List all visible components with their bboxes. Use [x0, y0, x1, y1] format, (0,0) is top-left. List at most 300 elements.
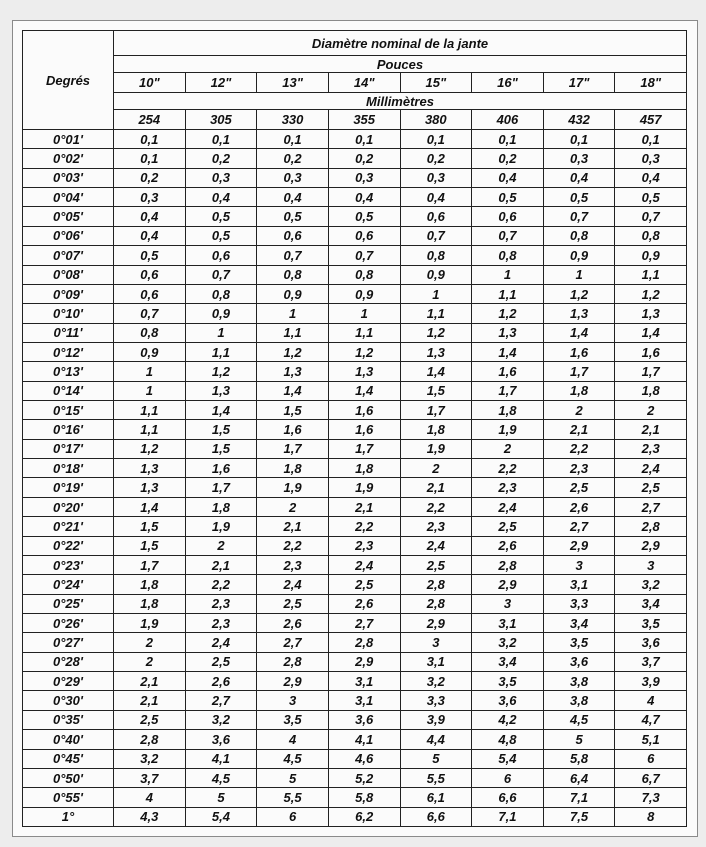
rim-diameter-conversion-table: [22, 30, 687, 827]
millimetres-header-row: [23, 110, 687, 130]
value-cell: 1,1: [328, 323, 400, 342]
table-row: [23, 362, 687, 381]
value-cell: 5,5: [257, 788, 329, 807]
value-cell: 1,7: [472, 381, 544, 400]
table-row: [23, 323, 687, 342]
value-cell: 0,5: [114, 246, 186, 265]
value-cell: 0,3: [114, 188, 186, 207]
value-cell: 3,6: [543, 652, 615, 671]
value-cell: 2,6: [185, 672, 257, 691]
value-cell: 2,7: [543, 517, 615, 536]
value-cell: 2,6: [472, 536, 544, 555]
degree-cell: 0°19': [23, 478, 114, 497]
value-cell: 1,3: [400, 342, 472, 361]
table-row: [23, 478, 687, 497]
value-cell: 1: [114, 381, 186, 400]
value-cell: 3,1: [543, 575, 615, 594]
degree-cell: 0°05': [23, 207, 114, 226]
inches-unit-label: Pouces: [114, 56, 687, 73]
value-cell: 1,6: [328, 420, 400, 439]
value-cell: 2,1: [114, 691, 186, 710]
value-cell: 3,3: [543, 594, 615, 613]
value-cell: 4,1: [185, 749, 257, 768]
value-cell: 3,6: [472, 691, 544, 710]
value-cell: 0,9: [257, 284, 329, 303]
value-cell: 0,3: [400, 168, 472, 187]
degree-cell: 0°03': [23, 168, 114, 187]
value-cell: 2,5: [543, 478, 615, 497]
value-cell: 1,3: [543, 304, 615, 323]
value-cell: 1,4: [185, 401, 257, 420]
degree-cell: 0°50': [23, 768, 114, 787]
value-cell: 1,8: [185, 497, 257, 516]
value-cell: 2,8: [114, 730, 186, 749]
value-cell: 6,6: [400, 807, 472, 826]
table-row: [23, 730, 687, 749]
value-cell: 2: [114, 633, 186, 652]
degree-cell: 0°04': [23, 188, 114, 207]
value-cell: 3,6: [185, 730, 257, 749]
value-cell: 1,1: [472, 284, 544, 303]
value-cell: 0,9: [400, 265, 472, 284]
degree-cell: 0°17': [23, 439, 114, 458]
table-row: [23, 342, 687, 361]
value-cell: 3,4: [472, 652, 544, 671]
value-cell: 1,9: [114, 613, 186, 632]
value-cell: 2,8: [400, 575, 472, 594]
value-cell: 2,9: [615, 536, 687, 555]
value-cell: 1,6: [615, 342, 687, 361]
degree-cell: 0°20': [23, 497, 114, 516]
table-row: [23, 246, 687, 265]
value-cell: 3,2: [400, 672, 472, 691]
value-cell: 3,4: [543, 613, 615, 632]
value-cell: 0,6: [114, 284, 186, 303]
value-cell: 3,5: [472, 672, 544, 691]
inches-header-row: [23, 73, 687, 93]
table-row: [23, 381, 687, 400]
value-cell: 1,9: [185, 517, 257, 536]
value-cell: 0,6: [257, 226, 329, 245]
value-cell: 2,1: [543, 420, 615, 439]
value-cell: 0,3: [257, 168, 329, 187]
table-row: [23, 691, 687, 710]
value-cell: 1,3: [615, 304, 687, 323]
value-cell: 2,4: [185, 633, 257, 652]
value-cell: 2: [185, 536, 257, 555]
value-cell: 0,6: [472, 207, 544, 226]
value-cell: 4,3: [114, 807, 186, 826]
millimetre-size-header: 305: [185, 110, 257, 130]
degree-cell: 0°18': [23, 459, 114, 478]
value-cell: 0,3: [543, 149, 615, 168]
value-cell: 2: [543, 401, 615, 420]
millimetre-size-header: 406: [472, 110, 544, 130]
table-row: [23, 788, 687, 807]
value-cell: 1,1: [114, 420, 186, 439]
degree-cell: 0°45': [23, 749, 114, 768]
value-cell: 2,4: [400, 536, 472, 555]
value-cell: 4,5: [257, 749, 329, 768]
degrees-header: Degrés: [23, 31, 114, 130]
value-cell: 7,3: [615, 788, 687, 807]
value-cell: 2,1: [185, 555, 257, 574]
value-cell: 0,4: [114, 226, 186, 245]
value-cell: 0,4: [257, 188, 329, 207]
value-cell: 2,2: [257, 536, 329, 555]
table-row: [23, 401, 687, 420]
table-row: [23, 497, 687, 516]
value-cell: 3,7: [114, 768, 186, 787]
value-cell: 0,8: [185, 284, 257, 303]
degree-cell: 0°27': [23, 633, 114, 652]
value-cell: 0,5: [328, 207, 400, 226]
degree-cell: 0°06': [23, 226, 114, 245]
value-cell: 0,1: [543, 130, 615, 149]
value-cell: 0,7: [615, 207, 687, 226]
value-cell: 2,5: [615, 478, 687, 497]
table-row: [23, 284, 687, 303]
table-row: [23, 517, 687, 536]
value-cell: 3,1: [472, 613, 544, 632]
value-cell: 1,5: [185, 420, 257, 439]
value-cell: 1,3: [114, 478, 186, 497]
value-cell: 2,1: [400, 478, 472, 497]
value-cell: 1,2: [400, 323, 472, 342]
value-cell: 0,2: [328, 149, 400, 168]
degree-cell: 0°21': [23, 517, 114, 536]
degree-cell: 0°02': [23, 149, 114, 168]
value-cell: 1: [543, 265, 615, 284]
value-cell: 1,6: [543, 342, 615, 361]
value-cell: 0,5: [257, 207, 329, 226]
value-cell: 7,5: [543, 807, 615, 826]
value-cell: 3,5: [257, 710, 329, 729]
value-cell: 2,1: [257, 517, 329, 536]
value-cell: 6: [472, 768, 544, 787]
value-cell: 6,6: [472, 788, 544, 807]
value-cell: 4,5: [543, 710, 615, 729]
value-cell: 0,5: [185, 226, 257, 245]
inch-size-header: 15": [400, 73, 472, 93]
value-cell: 2,3: [185, 613, 257, 632]
value-cell: 0,6: [328, 226, 400, 245]
table-row: [23, 749, 687, 768]
value-cell: 4,6: [328, 749, 400, 768]
value-cell: 6: [257, 807, 329, 826]
degree-cell: 0°28': [23, 652, 114, 671]
value-cell: 0,8: [615, 226, 687, 245]
value-cell: 1,8: [114, 575, 186, 594]
value-cell: 0,4: [114, 207, 186, 226]
value-cell: 0,8: [472, 246, 544, 265]
value-cell: 0,1: [615, 130, 687, 149]
millimetre-size-header: 254: [114, 110, 186, 130]
value-cell: 1,3: [114, 459, 186, 478]
value-cell: 0,3: [328, 168, 400, 187]
value-cell: 1,9: [257, 478, 329, 497]
value-cell: 1,3: [472, 323, 544, 342]
inch-size-header: 13": [257, 73, 329, 93]
value-cell: 1,5: [400, 381, 472, 400]
value-cell: 3: [400, 633, 472, 652]
value-cell: 0,5: [543, 188, 615, 207]
value-cell: 0,9: [328, 284, 400, 303]
inch-size-header: 14": [328, 73, 400, 93]
table-row: [23, 168, 687, 187]
degree-cell: 0°29': [23, 672, 114, 691]
value-cell: 2,4: [615, 459, 687, 478]
value-cell: 1,4: [472, 342, 544, 361]
value-cell: 1,4: [400, 362, 472, 381]
value-cell: 0,4: [615, 168, 687, 187]
value-cell: 1,7: [400, 401, 472, 420]
value-cell: 4,7: [615, 710, 687, 729]
value-cell: 2,4: [328, 555, 400, 574]
value-cell: 3,7: [615, 652, 687, 671]
value-cell: 1,1: [114, 401, 186, 420]
value-cell: 3,4: [615, 594, 687, 613]
value-cell: 1,4: [257, 381, 329, 400]
inch-size-header: 12": [185, 73, 257, 93]
value-cell: 0,1: [114, 149, 186, 168]
millimetre-size-header: 355: [328, 110, 400, 130]
value-cell: 1,8: [615, 381, 687, 400]
value-cell: 3,1: [328, 672, 400, 691]
degree-cell: 0°07': [23, 246, 114, 265]
table-row: [23, 226, 687, 245]
value-cell: 1,8: [400, 420, 472, 439]
inch-size-header: 18": [615, 73, 687, 93]
value-cell: 2,8: [615, 517, 687, 536]
degree-cell: 0°09': [23, 284, 114, 303]
value-cell: 2: [114, 652, 186, 671]
value-cell: 1,5: [114, 536, 186, 555]
table-row: [23, 130, 687, 149]
value-cell: 3,3: [400, 691, 472, 710]
value-cell: 3,1: [328, 691, 400, 710]
value-cell: 2,1: [114, 672, 186, 691]
value-cell: 0,1: [400, 130, 472, 149]
table-row: [23, 633, 687, 652]
value-cell: 1,7: [615, 362, 687, 381]
table-row: [23, 149, 687, 168]
value-cell: 0,2: [400, 149, 472, 168]
degree-cell: 0°13': [23, 362, 114, 381]
value-cell: 0,7: [543, 207, 615, 226]
value-cell: 2,5: [328, 575, 400, 594]
value-cell: 2,8: [472, 555, 544, 574]
table-row: [23, 536, 687, 555]
millimetre-size-header: 432: [543, 110, 615, 130]
value-cell: 2,3: [472, 478, 544, 497]
degree-cell: 0°24': [23, 575, 114, 594]
value-cell: 1: [114, 362, 186, 381]
value-cell: 2,8: [328, 633, 400, 652]
value-cell: 3,2: [114, 749, 186, 768]
table-row: [23, 652, 687, 671]
table-row: [23, 420, 687, 439]
value-cell: 1,2: [543, 284, 615, 303]
value-cell: 0,5: [472, 188, 544, 207]
value-cell: 0,4: [472, 168, 544, 187]
value-cell: 8: [615, 807, 687, 826]
value-cell: 3: [472, 594, 544, 613]
value-cell: 6: [615, 749, 687, 768]
value-cell: 5,8: [328, 788, 400, 807]
value-cell: 5,2: [328, 768, 400, 787]
value-cell: 1,2: [185, 362, 257, 381]
value-cell: 3,8: [543, 672, 615, 691]
value-cell: 2,9: [472, 575, 544, 594]
value-cell: 2,7: [185, 691, 257, 710]
value-cell: 2,7: [328, 613, 400, 632]
value-cell: 1,8: [114, 594, 186, 613]
value-cell: 1,3: [257, 362, 329, 381]
value-cell: 1,4: [114, 497, 186, 516]
value-cell: 2,9: [328, 652, 400, 671]
value-cell: 1,2: [257, 342, 329, 361]
value-cell: 0,5: [615, 188, 687, 207]
value-cell: 0,4: [543, 168, 615, 187]
value-cell: 0,9: [543, 246, 615, 265]
value-cell: 2,5: [185, 652, 257, 671]
degree-cell: 1°: [23, 807, 114, 826]
value-cell: 2,5: [114, 710, 186, 729]
value-cell: 1: [328, 304, 400, 323]
value-cell: 2: [615, 401, 687, 420]
value-cell: 0,6: [400, 207, 472, 226]
table-row: [23, 807, 687, 826]
degree-cell: 0°08': [23, 265, 114, 284]
value-cell: 1,8: [472, 401, 544, 420]
value-cell: 2,5: [472, 517, 544, 536]
value-cell: 3,6: [328, 710, 400, 729]
inch-size-header: 10": [114, 73, 186, 93]
value-cell: 1,2: [472, 304, 544, 323]
table-row: [23, 594, 687, 613]
value-cell: 5: [400, 749, 472, 768]
millimetres-unit-label: Millimètres: [114, 93, 687, 110]
value-cell: 0,9: [114, 342, 186, 361]
value-cell: 2,3: [543, 459, 615, 478]
degree-cell: 0°12': [23, 342, 114, 361]
value-cell: 5,5: [400, 768, 472, 787]
value-cell: 3,5: [543, 633, 615, 652]
table-body: [23, 130, 687, 827]
value-cell: 1,7: [543, 362, 615, 381]
value-cell: 3: [615, 555, 687, 574]
value-cell: 0,2: [472, 149, 544, 168]
value-cell: 1,9: [400, 439, 472, 458]
value-cell: 1,6: [328, 401, 400, 420]
value-cell: 2,8: [400, 594, 472, 613]
value-cell: 3,9: [400, 710, 472, 729]
value-cell: 2,2: [400, 497, 472, 516]
value-cell: 1,8: [328, 459, 400, 478]
value-cell: 4,8: [472, 730, 544, 749]
degree-cell: 0°01': [23, 130, 114, 149]
value-cell: 4: [615, 691, 687, 710]
value-cell: 0,2: [257, 149, 329, 168]
value-cell: 0,1: [257, 130, 329, 149]
millimetre-size-header: 457: [615, 110, 687, 130]
value-cell: 1,1: [257, 323, 329, 342]
value-cell: 2,3: [615, 439, 687, 458]
value-cell: 2,7: [257, 633, 329, 652]
value-cell: 3,9: [615, 672, 687, 691]
value-cell: 2,8: [257, 652, 329, 671]
value-cell: 2,2: [185, 575, 257, 594]
millimetre-size-header: 380: [400, 110, 472, 130]
value-cell: 2,3: [400, 517, 472, 536]
value-cell: 0,9: [615, 246, 687, 265]
value-cell: 1,4: [615, 323, 687, 342]
value-cell: 0,7: [185, 265, 257, 284]
value-cell: 2: [257, 497, 329, 516]
degree-cell: 0°11': [23, 323, 114, 342]
value-cell: 3,1: [400, 652, 472, 671]
value-cell: 1,7: [328, 439, 400, 458]
value-cell: 1,4: [328, 381, 400, 400]
value-cell: 3: [257, 691, 329, 710]
value-cell: 5,4: [185, 807, 257, 826]
value-cell: 2,1: [615, 420, 687, 439]
degree-cell: 0°35': [23, 710, 114, 729]
value-cell: 0,3: [185, 168, 257, 187]
value-cell: 5,4: [472, 749, 544, 768]
value-cell: 1,8: [543, 381, 615, 400]
value-cell: 0,8: [114, 323, 186, 342]
value-cell: 1,6: [472, 362, 544, 381]
degree-cell: 0°26': [23, 613, 114, 632]
table-row: [23, 575, 687, 594]
value-cell: 0,3: [615, 149, 687, 168]
value-cell: 3,2: [615, 575, 687, 594]
inch-size-header: 16": [472, 73, 544, 93]
value-cell: 0,4: [328, 188, 400, 207]
value-cell: 0,6: [114, 265, 186, 284]
value-cell: 2,5: [400, 555, 472, 574]
value-cell: 0,8: [257, 265, 329, 284]
value-cell: 3: [543, 555, 615, 574]
table-row: [23, 439, 687, 458]
value-cell: 4,4: [400, 730, 472, 749]
value-cell: 4,5: [185, 768, 257, 787]
value-cell: 2,1: [328, 497, 400, 516]
table-row: [23, 613, 687, 632]
value-cell: 2,2: [472, 459, 544, 478]
degree-cell: 0°23': [23, 555, 114, 574]
degree-cell: 0°30': [23, 691, 114, 710]
value-cell: 2,6: [328, 594, 400, 613]
value-cell: 1: [400, 284, 472, 303]
value-cell: 1: [185, 323, 257, 342]
value-cell: 7,1: [543, 788, 615, 807]
value-cell: 3,8: [543, 691, 615, 710]
value-cell: 1,7: [114, 555, 186, 574]
value-cell: 0,5: [185, 207, 257, 226]
value-cell: 2,4: [257, 575, 329, 594]
value-cell: 5: [543, 730, 615, 749]
value-cell: 6,1: [400, 788, 472, 807]
value-cell: 0,7: [328, 246, 400, 265]
value-cell: 7,1: [472, 807, 544, 826]
value-cell: 4: [114, 788, 186, 807]
value-cell: 1,2: [114, 439, 186, 458]
value-cell: 2,7: [615, 497, 687, 516]
value-cell: 0,4: [400, 188, 472, 207]
